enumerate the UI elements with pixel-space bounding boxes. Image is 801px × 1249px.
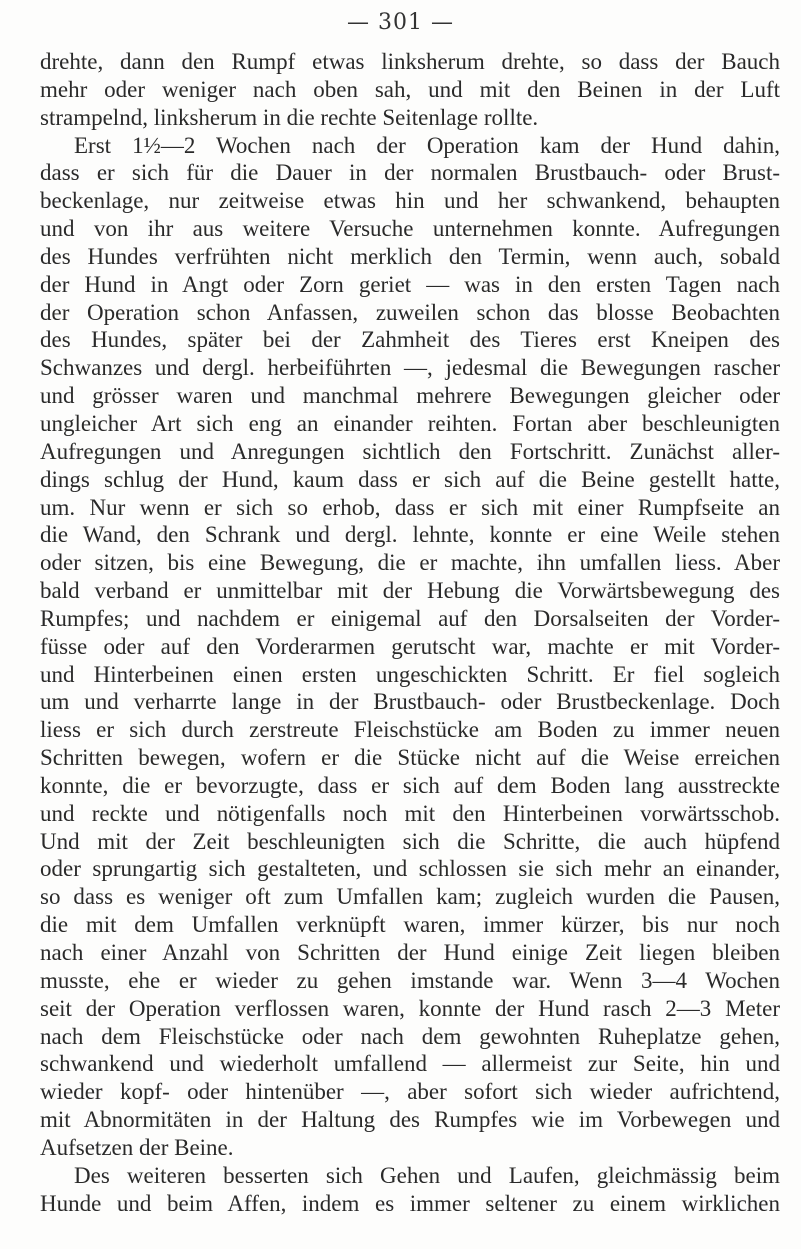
text-line: des Hundes verfrühten nicht merklich den Termin, wenn auch, sobald bbox=[40, 243, 780, 269]
text-line: Und mit der Zeit beschleunigten sich die Schritte, die auch hüpfend bbox=[40, 828, 780, 854]
text-line: strampelnd, linksherum in die rechte Seitenlage rollte. bbox=[40, 104, 539, 130]
body-text bbox=[40, 48, 780, 1217]
text-line: um. Nur wenn er sich so erhob, dass er sich mit einer Rumpfseite an bbox=[40, 494, 780, 520]
text-line: ungleicher Art sich eng an einander reihten. Fortan aber beschleunigten bbox=[40, 410, 780, 436]
text-line: mehr oder weniger nach oben sah, und mit den Beinen in der Luft bbox=[40, 76, 780, 102]
text-line: des Hundes, später bei der Zahmheit des Tieres erst Kneipen des bbox=[40, 327, 780, 353]
text-line: bald verband er unmittelbar mit der Hebung die Vorwärtsbewegung des bbox=[40, 578, 780, 604]
text-line: seit der Operation verflossen waren, konnte der Hund rasch 2—3 Meter bbox=[40, 995, 780, 1021]
text-line: Rumpfes; und nachdem er einigemal auf den Dorsalseiten der Vorder- bbox=[40, 605, 780, 631]
text-line: oder sitzen, bis eine Bewegung, die er machte, ihn umfallen liess. Aber bbox=[40, 550, 780, 576]
text-line: so dass es weniger oft zum Umfallen kam; zugleich wurden die Pausen, bbox=[40, 884, 780, 910]
text-line: Aufregungen und Anregungen sichtlich den Fortschritt. Zunächst aller- bbox=[40, 438, 780, 464]
text-line: liess er sich durch zerstreute Fleischstücke am Boden zu immer neuen bbox=[40, 717, 780, 743]
text-line: musste, ehe er wieder zu gehen imstande war. Wenn 3—4 Wochen bbox=[40, 967, 780, 993]
text-line: wieder kopf- oder hintenüber —, aber sofort sich wieder aufrichtend, bbox=[40, 1079, 780, 1105]
text-line: und von ihr aus weitere Versuche unternehmen konnte. Aufregungen bbox=[40, 216, 780, 242]
text-line: Schwanzes und dergl. herbeiführten —, jedesmal die Bewegungen rascher bbox=[40, 355, 780, 381]
page-number: — 301 — bbox=[347, 10, 454, 35]
text-line: die Wand, den Schrank und dergl. lehnte, konnte er eine Weile stehen bbox=[40, 522, 780, 548]
text-line: füsse oder auf den Vorderarmen gerutscht war, machte er mit Vorder- bbox=[40, 633, 780, 659]
text-line: nach einer Anzahl von Schritten der Hund einige Zeit liegen bleiben bbox=[40, 940, 780, 965]
text-line: Des weiteren besserten sich Gehen und Laufen, gleichmässig beim bbox=[74, 1162, 780, 1188]
text-line: die mit dem Umfallen verknüpft waren, immer kürzer, bis nur noch bbox=[40, 912, 780, 938]
text-line: beckenlage, nur zeitweise etwas hin und her schwankend, behaupten bbox=[40, 188, 780, 214]
text-line: um und verharrte lange in der Brustbauch- oder Brustbeckenlage. Doch bbox=[40, 689, 780, 715]
text-line: mit Abnormitäten in der Haltung des Rumpfes wie im Vorbewegen und bbox=[40, 1107, 780, 1133]
text-line: der Operation schon Anfassen, zuweilen schon das blosse Beobachten bbox=[40, 299, 780, 325]
text-line: dass er sich für die Dauer in der normalen Brustbauch- oder Brust- bbox=[40, 160, 780, 186]
text-line: oder sprungartig sich gestalteten, und schlossen sie sich mehr an einander, bbox=[40, 856, 780, 882]
text-line: Schritten bewegen, wofern er die Stücke nicht auf die Weise erreichen bbox=[40, 745, 780, 771]
text-line: und reckte und nötigenfalls noch mit den Hinterbeinen vorwärtsschob. bbox=[40, 800, 780, 826]
text-line: nach dem Fleischstücke oder nach dem gewohnten Ruheplatze gehen, bbox=[40, 1023, 780, 1049]
text-line: konnte, die er bevorzugte, dass er sich auf dem Boden lang ausstreckte bbox=[40, 772, 780, 798]
text-line: und Hinterbeinen einen ersten ungeschickten Schritt. Er fiel sogleich bbox=[40, 661, 780, 687]
text-line: der Hund in Angt oder Zorn geriet — was in den ersten Tagen nach bbox=[40, 271, 780, 297]
text-line: Erst 1½—2 Wochen nach der Operation kam der Hund dahin, bbox=[74, 132, 780, 158]
text-line: und grösser waren und manchmal mehrere Bewegungen gleicher oder bbox=[40, 383, 780, 409]
text-line: drehte, dann den Rumpf etwas linksherum drehte, so dass der Bauch bbox=[40, 49, 780, 74]
text-line: Aufsetzen der Beine. bbox=[40, 1134, 234, 1160]
text-line: Hunde und beim Affen, indem es immer seltener zu einem wirklichen bbox=[40, 1190, 780, 1216]
text-line: schwankend und wiederholt umfallend — allermeist zur Seite, hin und bbox=[40, 1051, 780, 1077]
text-line: dings schlug der Hund, kaum dass er sich auf die Beine gestellt hatte, bbox=[40, 466, 780, 492]
